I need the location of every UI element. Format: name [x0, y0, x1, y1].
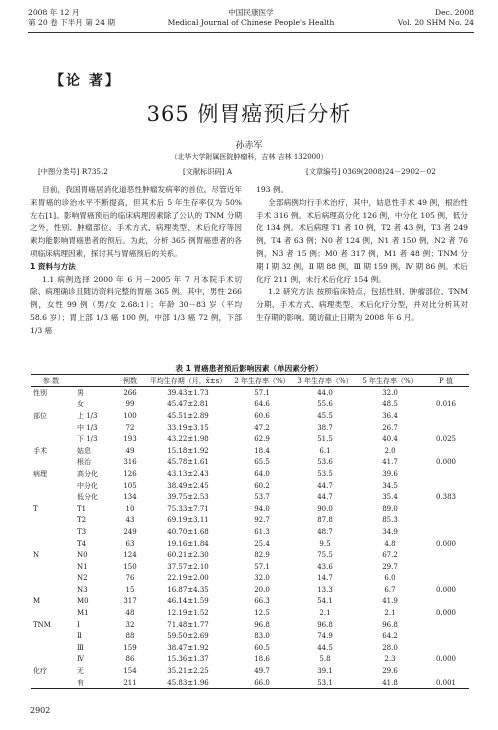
survival-5y-cell: 2.1	[384, 609, 396, 618]
case-selection-paragraph: 1.1 病例选择 2000 年 6 月－2005 年 7 月本院手术切除、病理确诊且随访资料完整的胃癌 365 例。其中，男性 266 例，女性 99 例（男/女 2.68:1）；年龄 30－83 岁（平均 58.6 岁）；胃上部 1/3 癌 100 例，中部 1/3 癌 72 例，下部 1/3 癌	[30, 274, 242, 335]
header-rule	[28, 32, 474, 33]
count-cell: 48	[125, 609, 135, 618]
p-value-cell	[423, 422, 469, 434]
count-cell: 150	[123, 562, 137, 571]
survival-5y-cell: 6.0	[384, 574, 396, 583]
survival-3y-cell: 43.6	[317, 562, 333, 571]
p-value-cell	[423, 573, 469, 585]
count-cell: 43	[125, 516, 135, 525]
survival-3y-cell: 74.9	[317, 632, 333, 641]
page-number: 2902	[30, 706, 51, 715]
factor-cell	[31, 526, 71, 538]
table-body	[31, 387, 469, 689]
p-value-cell: 0.000	[435, 458, 457, 467]
table-row	[31, 654, 469, 666]
survival-3y-cell: 38.7	[317, 423, 333, 432]
survival-5y-cell: 28.0	[382, 643, 398, 652]
table-row	[31, 538, 469, 550]
table-row	[31, 665, 469, 677]
p-value-cell	[423, 410, 469, 422]
subgroup-cell: 高分化	[77, 469, 98, 478]
right-column	[256, 184, 468, 325]
p-value-cell	[423, 387, 469, 399]
survival-2y-cell: 32.0	[254, 574, 270, 583]
survival-5y-cell: 40.4	[382, 435, 398, 444]
survival-5y-cell: 41.9	[382, 597, 398, 606]
section-heading-materials: 1 资料与方法	[30, 261, 76, 271]
p-value-cell	[423, 619, 469, 631]
survival-2y-cell: 65.5	[254, 458, 270, 467]
survival-5y-cell: 26.7	[382, 423, 398, 432]
factor-cell: N	[33, 551, 40, 560]
author: 孙赤军	[235, 141, 263, 151]
survival-5y-cell: 4.8	[384, 539, 396, 548]
survival-3y-cell: 53.5	[317, 469, 333, 478]
factor-cell	[31, 561, 71, 573]
table-row	[31, 410, 469, 422]
p-value-cell: 0.000	[435, 609, 457, 618]
survival-2y-cell: 18.4	[254, 446, 270, 455]
factor-cell	[31, 515, 71, 527]
factor-cell: T	[33, 504, 38, 513]
survival-5y-cell: 36.4	[382, 411, 398, 420]
table-row	[31, 677, 469, 689]
subgroup-cell: N0	[77, 551, 88, 560]
count-cell: 159	[123, 643, 137, 652]
header-cell: 5 年生存率（%）	[362, 376, 418, 385]
header-cell: 例数	[123, 376, 137, 385]
table-row	[31, 549, 469, 561]
p-value-cell	[423, 596, 469, 608]
survival-3y-cell: 75.5	[317, 551, 333, 560]
subgroup-cell: 女	[77, 400, 84, 409]
survival-2y-cell: 60.5	[254, 643, 270, 652]
mean-survival-cell: 45.78±1.61	[167, 458, 209, 467]
survival-3y-cell: 96.8	[317, 620, 333, 629]
subgroup-cell: 男	[77, 388, 84, 397]
factor-cell	[31, 538, 71, 550]
mean-survival-cell: 19.16±1.84	[167, 539, 209, 548]
factor-cell	[31, 677, 71, 689]
survival-2y-cell: 82.9	[254, 551, 270, 560]
factor-cell	[31, 607, 71, 619]
survival-2y-cell: 66.0	[254, 678, 270, 687]
subgroup-cell: Ⅲ	[77, 643, 84, 652]
survival-5y-cell: 35.4	[382, 493, 398, 502]
count-cell: 86	[125, 655, 135, 664]
subgroup-cell: M0	[77, 597, 89, 606]
mean-survival-cell: 59.50±2.69	[167, 632, 209, 641]
survival-3y-cell: 6.1	[319, 446, 331, 455]
p-value-cell: 0.383	[435, 493, 457, 502]
p-value-cell: 0.016	[435, 400, 457, 409]
table-row	[31, 630, 469, 642]
table-row	[31, 526, 469, 538]
subgroup-cell: Ⅳ	[77, 655, 84, 664]
table-row	[31, 399, 469, 411]
survival-5y-cell: 96.8	[382, 620, 398, 629]
survival-2y-cell: 62.9	[254, 435, 270, 444]
subgroup-cell: 有	[77, 678, 84, 687]
count-cell: 126	[123, 469, 137, 478]
mean-survival-cell: 43.22±1.98	[167, 435, 209, 444]
header-cell: 2 年生存率（%）	[234, 376, 290, 385]
subgroup-cell: 中 1/3	[77, 423, 98, 432]
factor-cell	[31, 422, 71, 434]
subgroup-cell: N1	[77, 562, 88, 571]
factor-cell: TNM	[33, 620, 51, 629]
subgroup-cell: N3	[77, 585, 88, 594]
survival-3y-cell: 55.6	[317, 400, 333, 409]
survival-3y-cell: 53.6	[317, 458, 333, 467]
subgroup-cell: 上 1/3	[77, 411, 98, 420]
header-cell: P 值	[439, 376, 453, 385]
survival-3y-cell: 5.8	[319, 655, 331, 664]
mean-survival-cell: 38.49±2.45	[167, 481, 209, 490]
section-tag: 【论 著】	[50, 73, 121, 89]
count-cell: 63	[125, 539, 135, 548]
header-cell: 平均生存期（月，x̄±s）	[149, 376, 227, 385]
factor-cell: 部位	[33, 411, 47, 420]
table-row	[31, 445, 469, 457]
document-code: [文献标识码] A	[183, 167, 233, 176]
factor-cell	[31, 642, 71, 654]
table-row	[31, 619, 469, 631]
table-row	[31, 503, 469, 515]
survival-3y-cell: 51.5	[317, 435, 333, 444]
mean-survival-cell: 40.70±1.68	[167, 527, 209, 536]
factor-cell: 性别	[33, 388, 47, 397]
table-header-row	[31, 375, 469, 387]
intro-paragraph: 目前，我国胃癌居消化道恶性肿瘤发病率的首位。尽管近年来胃癌的诊治水平不断提高，但其术后 5 年生存率仅为 50% 左右[1]。影响胃癌预后的临床病理因素除了公认的 TNM 分期之外，性别、肿瘤部位、手术方式、病理类型、术后化疗等因素均能影响胃癌患者的预后。为此，分析 365 例胃癌患者的各项临床病理因素，探讨其与胃癌预后的关系。	[30, 185, 242, 258]
article-title: 365 例胃癌预后分析	[146, 102, 352, 126]
header-date-en: Dec. 2008	[435, 8, 474, 17]
mean-survival-cell: 46.14±1.59	[167, 597, 209, 606]
subgroup-cell: N2	[77, 574, 88, 583]
survival-2y-cell: 47.2	[254, 423, 270, 432]
survival-2y-cell: 83.0	[254, 632, 270, 641]
survival-5y-cell: 85.3	[382, 516, 398, 525]
p-value-cell	[423, 665, 469, 677]
prognosis-table	[31, 374, 469, 689]
subgroup-cell: 根治	[77, 458, 91, 467]
survival-3y-cell: 54.1	[317, 597, 333, 606]
survival-5y-cell: 6.7	[384, 585, 396, 594]
count-cell: 211	[123, 678, 137, 687]
survival-2y-cell: 96.8	[254, 620, 270, 629]
table-row	[31, 457, 469, 469]
survival-3y-cell: 44.5	[317, 643, 333, 652]
p-value-cell	[423, 515, 469, 527]
p-value-cell	[423, 480, 469, 492]
survival-3y-cell: 9.5	[319, 539, 331, 548]
survival-2y-cell: 57.1	[254, 562, 270, 571]
journal-name-en: Medical Journal of Chinese People's Health	[167, 18, 335, 27]
p-value-cell	[423, 549, 469, 561]
factor-cell	[31, 654, 71, 666]
p-value-cell	[423, 642, 469, 654]
mean-survival-cell: 16.87±4.35	[167, 585, 209, 594]
count-cell: 32	[125, 620, 135, 629]
count-cell: 100	[123, 411, 137, 420]
p-value-cell: 0.000	[435, 585, 457, 594]
survival-5y-cell: 34.9	[382, 527, 398, 536]
mean-survival-cell: 45.47±2.81	[167, 400, 209, 409]
count-cell: 72	[125, 423, 135, 432]
factor-cell	[31, 584, 71, 596]
count-cell: 317	[123, 597, 137, 606]
affiliation: （北华大学附属医院肿瘤科，吉林 吉林 132000）	[170, 153, 328, 161]
survival-3y-cell: 87.8	[317, 516, 333, 525]
p-value-cell	[423, 445, 469, 457]
subgroup-cell: Ⅱ	[77, 632, 82, 641]
survival-2y-cell: 61.3	[254, 527, 270, 536]
p-value-cell: 0.000	[435, 539, 457, 548]
p-value-cell	[423, 561, 469, 573]
table-row	[31, 573, 469, 585]
count-cell: 124	[123, 551, 137, 560]
survival-2y-cell: 25.4	[254, 539, 270, 548]
factor-cell	[31, 433, 71, 445]
table-row	[31, 515, 469, 527]
header-date: 2008 年 12 月	[28, 8, 80, 17]
survival-3y-cell: 2.1	[319, 609, 331, 618]
count-cell: 105	[123, 481, 137, 490]
mean-survival-cell: 39.43±1.73	[167, 388, 209, 397]
survival-2y-cell: 64.6	[254, 400, 270, 409]
factor-cell	[31, 457, 71, 469]
survival-5y-cell: 48.5	[382, 400, 398, 409]
p-value-cell: 0.000	[435, 655, 457, 664]
survival-5y-cell: 41.7	[382, 458, 398, 467]
table-row	[31, 433, 469, 445]
count-cell: 99	[125, 400, 135, 409]
survival-5y-cell: 34.5	[382, 481, 398, 490]
subgroup-cell: 姑息	[77, 446, 91, 455]
count-cell: 76	[125, 574, 135, 583]
survival-3y-cell: 14.7	[317, 574, 333, 583]
mean-survival-cell: 43.13±2.43	[167, 469, 209, 478]
table-row	[31, 491, 469, 503]
surgery-paragraph: 全部病例均行手术治疗，其中，姑息性手术 49 例，根治性手术 316 例。术后病理高分化 126 例，中分化 105 例，低分化 134 例。术后病理 T1 者 10 例，T2 者 43 例，T3 者 249 例，T4 者 63 例；N0 者 124 例，N1 者 150 例，N2 者 76 例，N3 者 15 例；M0 者 317 例，M1 者 48 例；TNM 分期 Ⅰ 期 32 例，Ⅱ 期 88 例，Ⅲ 期 159 例，Ⅳ 期 86 例。术后化疗 211 例，未行术后化疗 154 例。	[256, 197, 468, 284]
survival-2y-cell: 57.1	[254, 388, 270, 397]
survival-2y-cell: 20.0	[254, 585, 270, 594]
survival-5y-cell: 2.3	[384, 655, 396, 664]
mean-survival-cell: 33.19±3.15	[167, 423, 209, 432]
survival-3y-cell: 90.0	[317, 504, 333, 513]
p-value-cell: 0.025	[435, 435, 457, 444]
method-paragraph: 1.2 研究方法 按照临床特点，包括性别、肿瘤部位、TNM 分期、手术方式、病理类型、术后化疗分型，并对比分析其对生存期的影响。随访截止日期为 2008 年 6 月。	[256, 287, 468, 322]
factor-cell	[31, 630, 71, 642]
mean-survival-cell: 35.21±2.25	[167, 667, 209, 676]
survival-5y-cell: 67.2	[382, 551, 398, 560]
survival-3y-cell: 48.7	[317, 527, 333, 536]
count-cell: 134	[123, 493, 137, 502]
p-value-cell: 0.001	[435, 678, 457, 687]
continued-text: 193 例。	[256, 185, 289, 194]
mean-survival-cell: 15.18±1.92	[167, 446, 209, 455]
p-value-cell	[423, 503, 469, 515]
table-row	[31, 422, 469, 434]
count-cell: 154	[123, 667, 137, 676]
table-row	[31, 596, 469, 608]
mean-survival-cell: 15.36±1.37	[167, 655, 209, 664]
survival-3y-cell: 44.7	[317, 493, 333, 502]
mean-survival-cell: 39.75±2.53	[167, 493, 209, 502]
p-value-cell	[423, 468, 469, 480]
survival-5y-cell: 64.2	[382, 632, 398, 641]
survival-5y-cell: 32.0	[382, 388, 398, 397]
factor-cell	[31, 480, 71, 492]
header-right	[398, 8, 474, 28]
subgroup-cell: 低分化	[77, 493, 98, 502]
subgroup-cell: 中分化	[77, 481, 98, 490]
survival-2y-cell: 49.7	[254, 667, 270, 676]
factor-cell: 化疗	[33, 667, 47, 676]
survival-5y-cell: 39.6	[382, 469, 398, 478]
mean-survival-cell: 37.57±2.10	[167, 562, 209, 571]
table-row	[31, 642, 469, 654]
survival-2y-cell: 18.6	[254, 655, 270, 664]
table-caption: 表 1 胃癌患者预后影响因素（单因素分析）	[175, 364, 323, 373]
survival-2y-cell: 92.7	[254, 516, 270, 525]
mean-survival-cell: 75.33±7.71	[167, 504, 209, 513]
left-column	[30, 184, 242, 338]
survival-3y-cell: 44.7	[317, 481, 333, 490]
mean-survival-cell: 38.47±1.92	[167, 643, 209, 652]
count-cell: 316	[123, 458, 137, 467]
count-cell: 249	[123, 527, 137, 536]
subgroup-cell: M1	[77, 609, 89, 618]
survival-3y-cell: 44.0	[317, 388, 333, 397]
journal-name-cn: 中国民康医学	[228, 8, 274, 17]
survival-3y-cell: 45.5	[317, 411, 333, 420]
mean-survival-cell: 45.51±2.89	[167, 411, 209, 420]
survival-2y-cell: 66.3	[254, 597, 270, 606]
subgroup-cell: T2	[77, 516, 87, 525]
subgroup-cell: T1	[77, 504, 87, 513]
survival-5y-cell: 89.0	[382, 504, 398, 513]
factor-cell	[31, 491, 71, 503]
table-row	[31, 607, 469, 619]
table-row	[31, 561, 469, 573]
table-row	[31, 468, 469, 480]
factor-cell: 手术	[33, 446, 47, 455]
p-value-cell	[423, 630, 469, 642]
count-cell: 88	[125, 632, 135, 641]
running-header	[28, 8, 474, 48]
p-value-cell	[423, 526, 469, 538]
survival-3y-cell: 39.1	[317, 667, 333, 676]
survival-5y-cell: 2.0	[384, 446, 396, 455]
survival-5y-cell: 41.8	[382, 678, 398, 687]
survival-5y-cell: 29.7	[382, 562, 398, 571]
factor-cell: M	[33, 597, 41, 606]
subgroup-cell: 无	[77, 667, 84, 676]
survival-2y-cell: 64.0	[254, 469, 270, 478]
table-row	[31, 387, 469, 399]
header-cell: 3 年生存率（%）	[297, 376, 353, 385]
subgroup-cell: T3	[77, 527, 87, 536]
survival-3y-cell: 13.3	[317, 585, 333, 594]
article-number: [文章编号] 0369(2008)24－2902－02	[306, 167, 436, 176]
table-row	[31, 584, 469, 596]
header-volume: Vol. 20 SHM No. 24	[397, 18, 474, 27]
survival-3y-cell: 53.1	[317, 678, 333, 687]
mean-survival-cell: 12.19±1.52	[167, 609, 209, 618]
survival-2y-cell: 60.6	[254, 411, 270, 420]
mean-survival-cell: 45.83±1.96	[167, 678, 209, 687]
factor-cell: 病理	[33, 469, 47, 478]
survival-2y-cell: 60.2	[254, 481, 270, 490]
factor-cell	[31, 399, 71, 411]
header-issue: 第 20 卷 下半月 第 24 期	[28, 18, 115, 27]
mean-survival-cell: 69.19±3.11	[167, 516, 209, 525]
count-cell: 266	[123, 388, 137, 397]
mean-survival-cell: 60.21±2.30	[167, 551, 209, 560]
survival-2y-cell: 12.5	[254, 609, 270, 618]
count-cell: 15	[125, 585, 135, 594]
subgroup-cell: T4	[77, 539, 87, 548]
count-cell: 49	[125, 446, 135, 455]
mean-survival-cell: 71.48±1.77	[167, 620, 209, 629]
mean-survival-cell: 22.19±2.00	[167, 574, 209, 583]
survival-2y-cell: 94.0	[254, 504, 270, 513]
count-cell: 193	[123, 435, 137, 444]
subgroup-cell: 下 1/3	[77, 435, 98, 444]
header-cell: 参 数	[42, 376, 60, 385]
subgroup-cell: Ⅰ	[77, 620, 80, 629]
table-row	[31, 480, 469, 492]
header-cell	[71, 375, 115, 387]
count-cell: 10	[125, 504, 135, 513]
survival-5y-cell: 29.6	[382, 667, 398, 676]
survival-2y-cell: 53.7	[254, 493, 270, 502]
factor-cell	[31, 573, 71, 585]
clc-number: [中图分类号] R735.2	[38, 167, 108, 176]
